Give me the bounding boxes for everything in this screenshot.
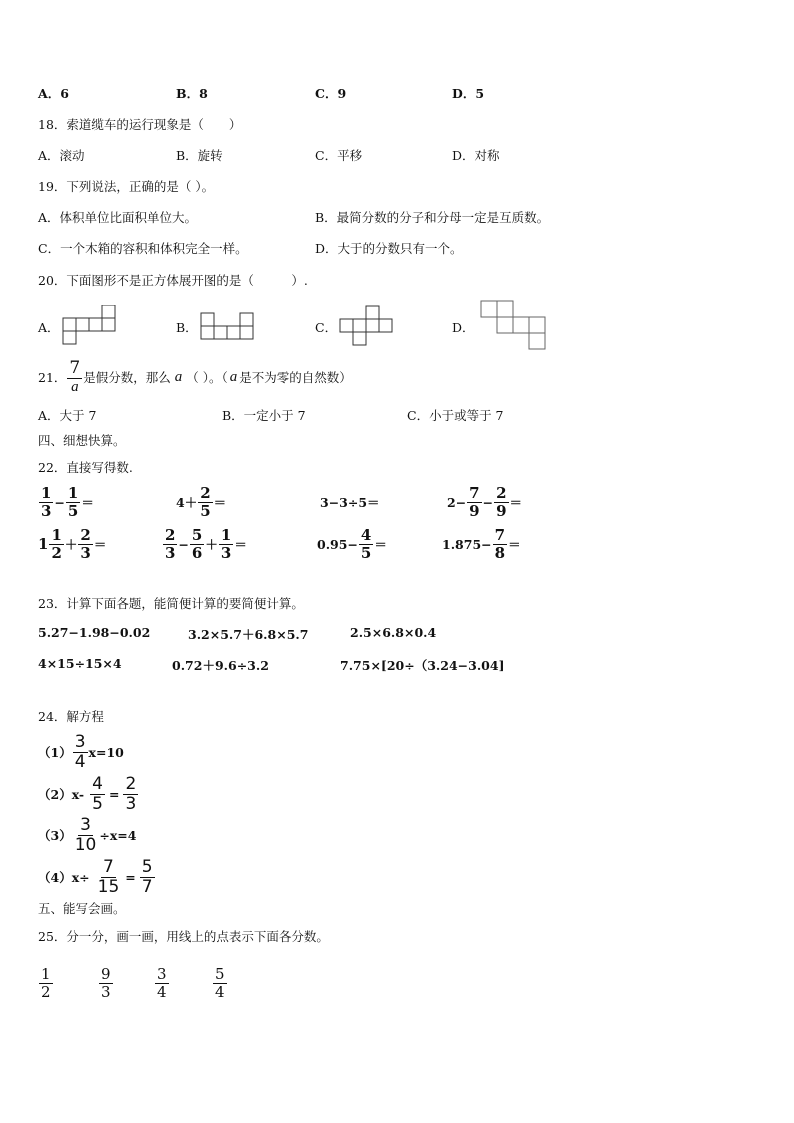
fraction: $\frac{5}{6}$: [191, 525, 203, 562]
expr-prefix: 2−: [447, 494, 467, 510]
equals: =: [125, 869, 136, 885]
equals: ＝: [93, 537, 107, 552]
cube-net-b: [200, 312, 256, 340]
q23-item-5: 0.72＋9.6÷3.2: [172, 658, 269, 673]
q21-fraction: [67, 357, 82, 395]
operator: −: [178, 536, 189, 552]
operator: ＋: [205, 537, 218, 552]
whole-part: 1: [38, 535, 49, 553]
cube-net-c: [339, 305, 395, 347]
q17-option-d: D．5: [452, 86, 485, 101]
q18-option-b: B．旋转: [176, 148, 223, 163]
operator: ＋: [64, 537, 78, 552]
q25-fraction-4-wrap: [212, 962, 228, 1004]
q20-label-c: C．: [315, 320, 338, 335]
q20-label-d: D．: [452, 320, 475, 335]
q20-label-b: B．: [176, 320, 198, 335]
q21-variable: a: [174, 368, 183, 385]
q18-option-a: A．滚动: [38, 148, 85, 163]
equation-label: （2）x-: [38, 787, 85, 802]
fraction: $\frac{4}{5}$: [92, 773, 103, 814]
equals: ＝: [508, 537, 521, 552]
fraction: $\frac{3}{10}$: [74, 814, 97, 855]
q17-option-c: C．9: [315, 86, 347, 101]
q25-fraction-2-wrap: [98, 962, 114, 1004]
equation-label: （3）: [38, 828, 72, 843]
fraction: $\frac{4}{5}$: [360, 525, 372, 562]
section-4-title: 四、细想快算。: [38, 433, 126, 448]
q25-stem: 25．分一分，画一画，用线上的点表示下面各分数。: [38, 929, 329, 944]
fraction: $\frac{2}{3}$: [165, 525, 176, 562]
q21-numerator: 7: [69, 357, 81, 378]
q22-expr-5: [38, 524, 106, 564]
fraction: $\frac{2}{9}$: [496, 483, 507, 520]
q21-number: 21．: [38, 370, 67, 385]
q22-expr-1: [38, 482, 94, 522]
q21-option-a: A．大于 7: [38, 408, 97, 423]
q22-expr-4: [447, 482, 522, 522]
fraction: $\frac{2}{3}$: [125, 773, 137, 814]
q25-fraction-1: $\frac{1}{2}$: [41, 964, 51, 1001]
equals: ＝: [234, 537, 247, 552]
expr-prefix: 0.95−: [317, 536, 358, 552]
q22-expr-6: [162, 524, 247, 564]
fraction: $\frac{7}{8}$: [494, 525, 506, 562]
section-5-title: 五、能写会画。: [38, 901, 126, 916]
operator: −: [482, 494, 494, 510]
q19-option-b: B．最简分数的分子和分母一定是互质数。: [315, 210, 550, 225]
q19-option-a: A．体积单位比面积单位大。: [38, 210, 198, 225]
q21-variable-2: a: [229, 368, 238, 385]
expr-text: 3−3÷5＝: [320, 495, 380, 510]
q18-stem: 18．索道缆车的运行现象是（ ）: [38, 117, 242, 132]
equals: =: [108, 786, 120, 802]
q22-expr-7: [317, 524, 387, 564]
equation-tail: ÷x=4: [99, 827, 137, 843]
operator: −: [54, 494, 65, 510]
cube-net-a: [62, 305, 118, 345]
q21-denominator: a: [71, 378, 79, 395]
q22-expr-3: [320, 482, 380, 522]
q25-fraction-3: $\frac{3}{4}$: [157, 964, 167, 1001]
q24-stem: 24．解方程: [38, 709, 104, 724]
q25-fraction-3-wrap: [154, 962, 170, 1004]
equation-label: （1）: [38, 745, 72, 760]
q25-fraction-2: $\frac{9}{3}$: [101, 964, 111, 1001]
q25-fraction-4: $\frac{5}{4}$: [215, 964, 225, 1001]
q21-text3: 是不为零的自然数）: [239, 370, 352, 385]
fraction: $\frac{5}{7}$: [141, 856, 153, 897]
q19-option-c: C．一个木箱的容积和体积完全一样。: [38, 241, 248, 256]
fraction: $\frac{1}{5}$: [67, 483, 79, 520]
equals: ＝: [213, 495, 227, 510]
fraction: $\frac{3}{4}$: [74, 731, 86, 772]
q23-item-1: 5.27−1.98−0.02: [38, 625, 151, 640]
q24-equation-2: [38, 774, 139, 814]
q17-option-b: B．8: [176, 86, 208, 101]
fraction: $\frac{7}{15}$: [97, 856, 120, 897]
q24-equation-1: [38, 732, 124, 772]
q23-item-6: 7.75×[20÷（3.24−3.04]: [340, 658, 505, 673]
expr-prefix: 1.875−: [442, 536, 492, 552]
q20-label-a: A．: [38, 320, 60, 335]
q21-text1: 是假分数，那么: [83, 370, 171, 385]
equals: ＝: [374, 537, 387, 552]
q21-text2: （ ）。（: [186, 370, 228, 385]
cube-net-d: [480, 300, 548, 352]
expr-prefix: 4＋: [176, 495, 198, 510]
fraction: $\frac{1}{3}$: [220, 525, 232, 562]
q23-item-4: 4×15÷15×4: [38, 656, 122, 671]
q22-expr-8: [442, 524, 521, 564]
fraction: $\frac{7}{9}$: [469, 483, 480, 520]
q21-stem: [38, 358, 352, 396]
q25-fractions: [38, 962, 54, 1004]
q24-equation-4: [38, 857, 156, 897]
q21-option-b: B．一定小于 7: [222, 408, 306, 423]
q23-item-3: 2.5×6.8×0.4: [350, 625, 437, 640]
q18-option-c: C．平移: [315, 148, 363, 163]
fraction: $\frac{1}{3}$: [41, 483, 52, 520]
equals: ＝: [509, 495, 523, 510]
q23-stem: 23．计算下面各题，能简便计算的要简便计算。: [38, 596, 304, 611]
q23-item-2: 3.2×5.7＋6.8×5.7: [188, 627, 309, 642]
q19-option-d: D．大于的分数只有一个。: [315, 241, 463, 256]
equation-label: （4）x÷: [38, 870, 90, 885]
fraction: $\frac{1}{2}$: [51, 525, 62, 562]
q19-stem: 19．下列说法，正确的是（ ）。: [38, 179, 215, 194]
fraction: $\frac{2}{5}$: [200, 483, 211, 520]
q22-stem: 22．直接写得数.: [38, 460, 133, 475]
q17-option-a: A．6: [38, 86, 69, 101]
equals: ＝: [81, 495, 94, 510]
fraction: $\frac{2}{3}$: [80, 525, 91, 562]
q18-option-d: D．对称: [452, 148, 500, 163]
q22-expr-2: [176, 482, 226, 522]
equation-tail: x=10: [88, 744, 124, 760]
q21-option-c: C．小于或等于 7: [407, 408, 504, 423]
q24-equation-3: [38, 815, 136, 855]
q20-stem: 20．下面图形不是正方体展开图的是（ ）.: [38, 273, 308, 288]
